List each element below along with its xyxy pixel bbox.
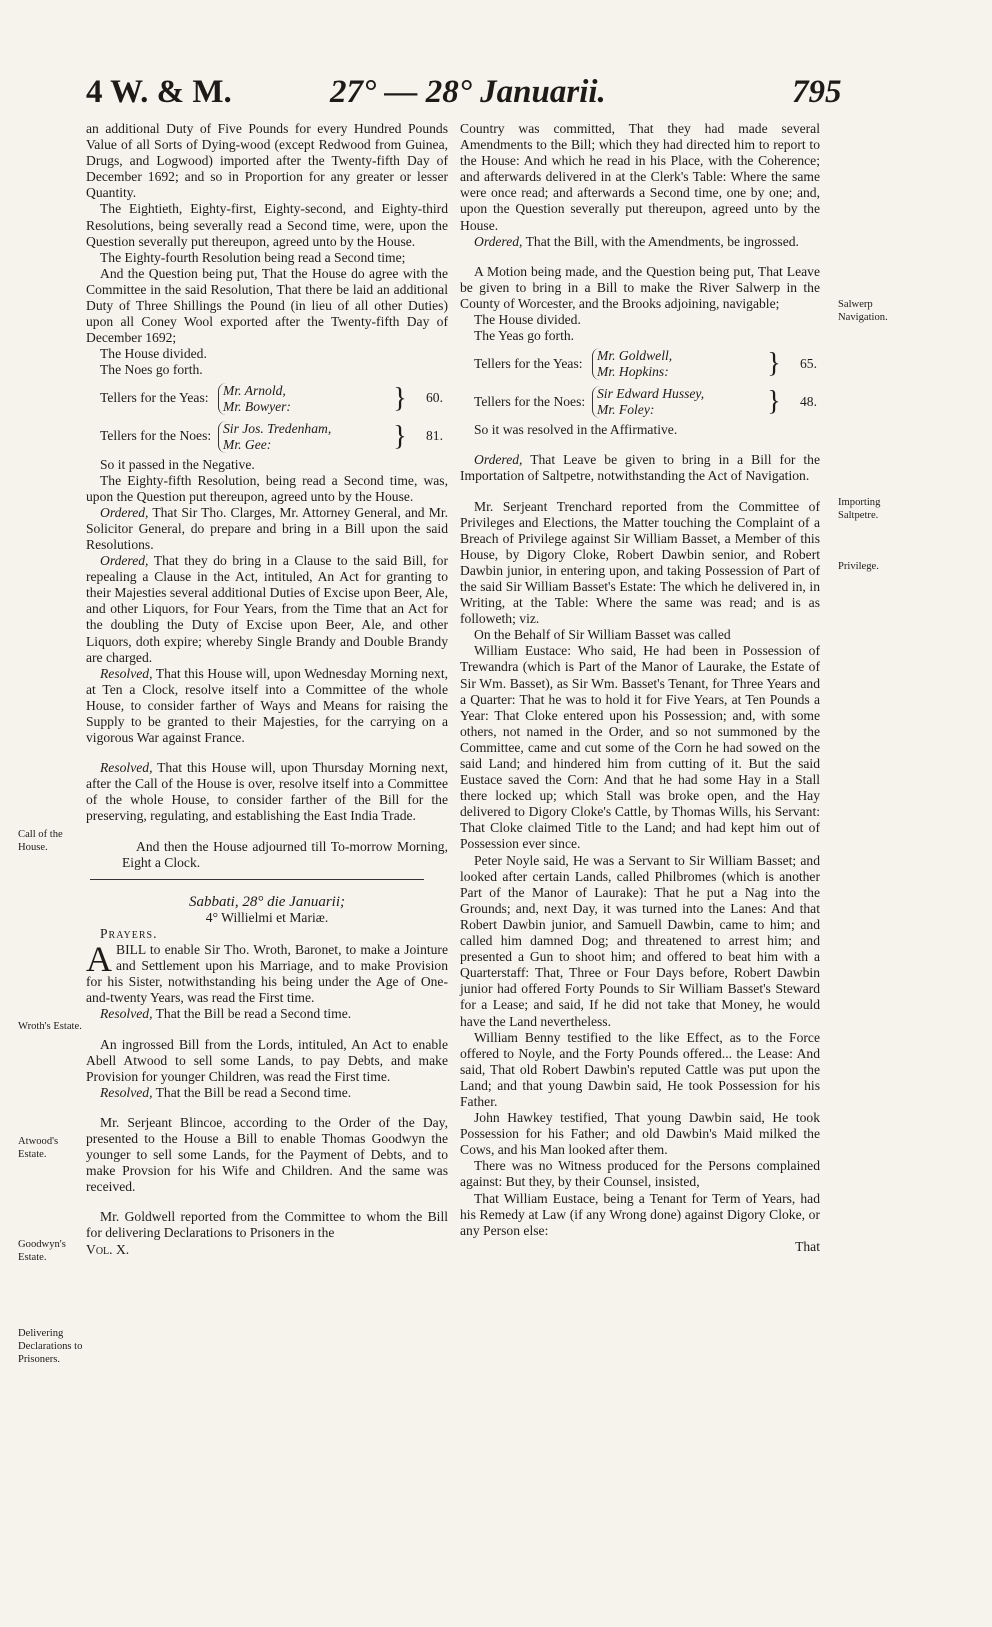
teller-name: Mr. Hopkins: bbox=[597, 364, 669, 380]
paragraph-text: That this House will, upon Thursday Morning next, after the Call of the House is over, resolve itself into a Committee of the whole House, to consider farther of the Bill for the preserving, regulating, and establishing the East India Trade. bbox=[86, 760, 448, 824]
paragraph bbox=[86, 505, 448, 553]
tellers-names bbox=[218, 421, 393, 453]
tellers-yeas bbox=[100, 381, 448, 417]
catchword: That bbox=[795, 1238, 820, 1254]
tellers-count: 65. bbox=[800, 356, 817, 372]
left-column bbox=[86, 121, 448, 1258]
paragraph-text: That the Bill be read a Second time. bbox=[152, 1084, 352, 1100]
adjournment: And then the House adjourned till To-morrow Morning, Eight a Clock. bbox=[122, 838, 448, 870]
date-heading: 27° — 28° Januarii. bbox=[330, 74, 606, 110]
tellers-noes bbox=[474, 384, 820, 420]
margin-note-goodwyns-estate: Goodwyn's Estate. bbox=[18, 1239, 66, 1263]
tellers-count: 48. bbox=[800, 394, 817, 410]
sitting-date: Sabbati, 28° die Januarii; bbox=[189, 893, 345, 910]
paragraph: There was no Witness produced for the Persons complained against: But they, by their Counsel, insisted, bbox=[460, 1158, 820, 1190]
paragraph: A Motion being made, and the Question being put, That Leave be given to bring in a Bill to make the River Salwerp in the County of Worcester, and the Brooks adjoining, navigable; bbox=[460, 263, 820, 311]
paragraph: The Noes go forth. bbox=[100, 362, 203, 378]
reign-line: 4° Willielmi et Mariæ. bbox=[205, 909, 329, 925]
teller-name: Mr. Gee: bbox=[223, 436, 272, 452]
paragraph bbox=[460, 234, 820, 250]
margin-note-call-of-house: Call of the House. bbox=[18, 829, 63, 853]
resolved-lead: Resolved, bbox=[100, 1084, 153, 1100]
tellers-noes bbox=[100, 419, 448, 455]
paragraph: The Eightieth, Eighty-first, Eighty-second, and Eighty-third Resolutions, being severally read a Second time, were, upon the Question severally put thereupon, agreed unto by the House. bbox=[86, 201, 448, 249]
paragraph bbox=[86, 760, 448, 824]
resolved-lead: Resolved, bbox=[100, 760, 153, 776]
paragraph: That William Eustace, being a Tenant for Term of Years, had his Remedy at Law (if any Wrong done) against Digory Cloke, or any Person else: bbox=[460, 1190, 820, 1238]
paragraph bbox=[460, 452, 820, 484]
paragraph-text: That this House will, upon Wednesday Morning next, at Ten a Clock, resolve itself into a Committee of the whole House, to consider farther of Ways and Means for raising the Supply to be granted to their Majesties, for the carrying on a vigorous War against France. bbox=[86, 665, 448, 746]
margin-note-privilege: Privilege. bbox=[838, 561, 879, 572]
teller-name: Sir Jos. Tredenham, bbox=[223, 420, 332, 436]
brace-icon: } bbox=[767, 348, 781, 380]
paragraph bbox=[86, 1085, 448, 1101]
page-number: 795 bbox=[792, 74, 842, 110]
teller-name: Mr. Foley: bbox=[597, 402, 655, 418]
paragraph bbox=[86, 553, 448, 666]
ordered-lead: Ordered, bbox=[100, 504, 149, 520]
paragraph: Mr. Serjeant Trenchard reported from the Committee of Privileges and Elections, the Matter touching the Complaint of a Breach of Privilege against Sir William Basset, a Member of this House, by Digory Cloke, Robert Dawbin senior, and Robert Dawbin junior, in entering upon, and taking Possession of Part of the said Sir William Basset's Estate: The which he delivered in, in Writing, at the Table: Where the same was read; and is as followeth; viz. bbox=[460, 498, 820, 627]
brace-icon: } bbox=[393, 420, 407, 452]
volume-mark: Vol. X. bbox=[86, 1241, 130, 1257]
paragraph: Peter Noyle said, He was a Servant to Sir William Basset; and looked after certain Lands, called Philbromes (which is another Part of the Manor of Laurake): That he put a Nag into the Grounds; and, next Day, it was turned into the Lanes: And that Robert Dawbin junior, and Samuell Dawbin, came to him; and called him damned Dog; and threatened to arrest him; and presented a Gun to shoot him; and offered to beat him with a Quarterstaff: That, Three or Four Days before, Robert Dawbin junior had offered Forty Pounds to Sir William Basset's Steward for a Lease; and said, If he did not take that Money, he would have the Land nevertheless. bbox=[460, 852, 820, 1029]
teller-name: Mr. Arnold, bbox=[223, 382, 286, 398]
paragraph: And the Question being put, That the House do agree with the Committee in the said Resolution, That there be laid an additional Duty of Three Shillings the Pound (in lieu of all other Duties) upon all Coney Wool exported after the Twenty-fifth Day of December 1692; bbox=[86, 265, 448, 346]
paragraph: The Eighty-fourth Resolution being read a Second time; bbox=[100, 249, 406, 265]
brace-icon: } bbox=[393, 382, 407, 414]
resolved-lead: Resolved, bbox=[100, 1006, 153, 1022]
paragraph: William Benny testified to the like Effect, as to the Force offered to Noyle, and the Forty Pounds offered... the Lease: And said, That old Robert Dawbin's reputed Cattle was put upon the Land; and that young Dawbin said, He took Possession for his Father. bbox=[460, 1029, 820, 1109]
paragraph: an additional Duty of Five Pounds for every Hundred Pounds Value of all Sorts of Dying-wood (except Redwood from Guinea, Drugs, and Logwood) imported after the Twenty-fifth Day of December 1692; and so in Proportion for any greater or lesser Quantity. bbox=[86, 121, 448, 201]
page-header bbox=[0, 72, 992, 118]
paragraph: On the Behalf of Sir William Basset was called bbox=[474, 627, 731, 643]
prayers-heading: Prayers. bbox=[100, 925, 158, 941]
margin-note-atwoods-estate: Atwood's Estate. bbox=[18, 1136, 59, 1160]
margin-note-salwerp: Salwerp Navigation. bbox=[838, 299, 888, 323]
tellers-names bbox=[592, 348, 767, 380]
tellers-names bbox=[218, 383, 393, 415]
paragraph bbox=[86, 939, 448, 1006]
paragraph: So it was resolved in the Affirmative. bbox=[474, 422, 678, 438]
ordered-lead: Ordered, bbox=[474, 452, 523, 468]
teller-name: Mr. Goldwell, bbox=[597, 348, 673, 364]
paragraph: So it passed in the Negative. bbox=[100, 456, 255, 472]
paragraph: An ingrossed Bill from the Lords, intituled, An Act to enable Abell Atwood to sell some Lands, to pay Debts, and make Provision for younger Children, was read the First time. bbox=[86, 1036, 448, 1084]
margin-note-saltpetre: Importing Saltpetre. bbox=[838, 497, 881, 521]
paragraph: John Hawkey testified, That young Dawbin said, He took Possession for his Father; and old Dawbin's Maid milked the Cows, and his Man looked after them. bbox=[460, 1110, 820, 1158]
margin-note-wroths-estate: Wroth's Estate. bbox=[18, 1021, 82, 1032]
paragraph-text: That the Bill be read a Second time. bbox=[152, 1006, 352, 1022]
paragraph: The House divided. bbox=[100, 346, 207, 362]
paragraph-text: That the Bill, with the Amendments, be ingrossed. bbox=[522, 233, 799, 249]
ordered-lead: Ordered, bbox=[100, 553, 149, 569]
paragraph: Mr. Serjeant Blincoe, according to the Order of the Day, presented to the House a Bill to enable Thomas Goodwyn the younger to sell some Lands, for the Payment of Debts, and to make Provsion for his Wife and Children. And the same was received. bbox=[86, 1114, 448, 1195]
paragraph: Mr. Goldwell reported from the Committee to whom the Bill for delivering Declarations to Prisoners in the bbox=[86, 1209, 448, 1241]
paragraph: The Yeas go forth. bbox=[474, 328, 575, 344]
paragraph-text: That Leave be given to bring in a Bill for the Importation of Saltpetre, notwithstanding the Act of Navigation. bbox=[460, 452, 820, 484]
margin-note-delivering-declarations: Delivering Declarations to Prisoners. bbox=[18, 1328, 83, 1365]
regnal-year: 4 W. & M. bbox=[86, 74, 232, 110]
tellers-count: 60. bbox=[426, 390, 443, 406]
paragraph: The House divided. bbox=[474, 312, 581, 328]
tellers-label: Tellers for the Yeas: bbox=[474, 356, 583, 372]
paragraph: Country was committed, That they had made several Amendments to the Bill; which they had directed him to report to the House: And which he read in his Place, with the Coherence; and afterwards delivered in at the Clerk's Table: Where the same were once read; and afterwards a Second time, one by one; and, upon the Question severally put thereupon, agreed unto by the House. bbox=[460, 121, 820, 233]
tellers-label: Tellers for the Noes: bbox=[100, 428, 212, 444]
resolved-lead: Resolved, bbox=[100, 665, 153, 681]
paragraph-text: BILL to enable Sir Tho. Wroth, Baronet, to make a Jointure and Settlement upon his Marriage, and to make Provision for his Sister, notwithstanding his being under the Age of One-and-twenty Years, was read the First time. bbox=[86, 942, 448, 1006]
paragraph bbox=[86, 1006, 448, 1022]
tellers-yeas bbox=[474, 346, 820, 382]
teller-name: Sir Edward Hussey, bbox=[597, 386, 705, 402]
tellers-label: Tellers for the Yeas: bbox=[100, 390, 209, 406]
right-column bbox=[460, 121, 820, 1255]
paragraph: The Eighty-fifth Resolution, being read a Second time, was, upon the Question put thereupon, agreed unto by the House. bbox=[86, 472, 448, 504]
tellers-label: Tellers for the Noes: bbox=[474, 394, 586, 410]
ordered-lead: Ordered, bbox=[474, 233, 523, 249]
paragraph-text: That they do bring in a Clause to the said Bill, for repealing a Clause in the Act, intituled, An Act for granting to their Majesties several additional Duties of Excise upon Beer, Ale, and other Liquors, for Four Years, from the Time that an Act for the doubling the Duty of Excise upon Beer, Ale, and other Liquors, doth expire; whereby Single Brandy and Double Brandy are charged. bbox=[86, 553, 448, 665]
drop-cap: A bbox=[86, 939, 112, 980]
tellers-count: 81. bbox=[426, 428, 443, 444]
section-divider bbox=[90, 879, 424, 880]
teller-name: Mr. Bowyer: bbox=[223, 398, 291, 414]
brace-icon: } bbox=[767, 386, 781, 418]
paragraph-text: That Sir Tho. Clarges, Mr. Attorney General, and Mr. Solicitor General, do prepare and bring in a Bill upon the said Resolutions. bbox=[86, 504, 448, 552]
tellers-names bbox=[592, 386, 767, 418]
paragraph bbox=[86, 666, 448, 746]
paragraph: William Eustace: Who said, He had been in Possession of Trewandra (which is Part of the Manor of Laurake, the Estate of Sir Wm. Basset), as Sir Wm. Basset's Tenant, for Three Years and a Quarter: That he was to hold it for Five Years, at Ten Pounds a Year: That Cloke entered upon his Possession; and, with some others, not named in the Order, and so not summoned by the Committee, came and cut some of the Corn he had sowed on the said Land; and hindered him from cutting of it. But the said Eustace saved the Corn: And that he had some Hay in a Stall there locked up; which Stall was broke open, and the Hay delivered to Digory Cloke's Cattle, by Thomas Wills, his Servant: That Cloke claimed Title to the Land; and had kept him out of Possession ever since. bbox=[460, 643, 820, 852]
